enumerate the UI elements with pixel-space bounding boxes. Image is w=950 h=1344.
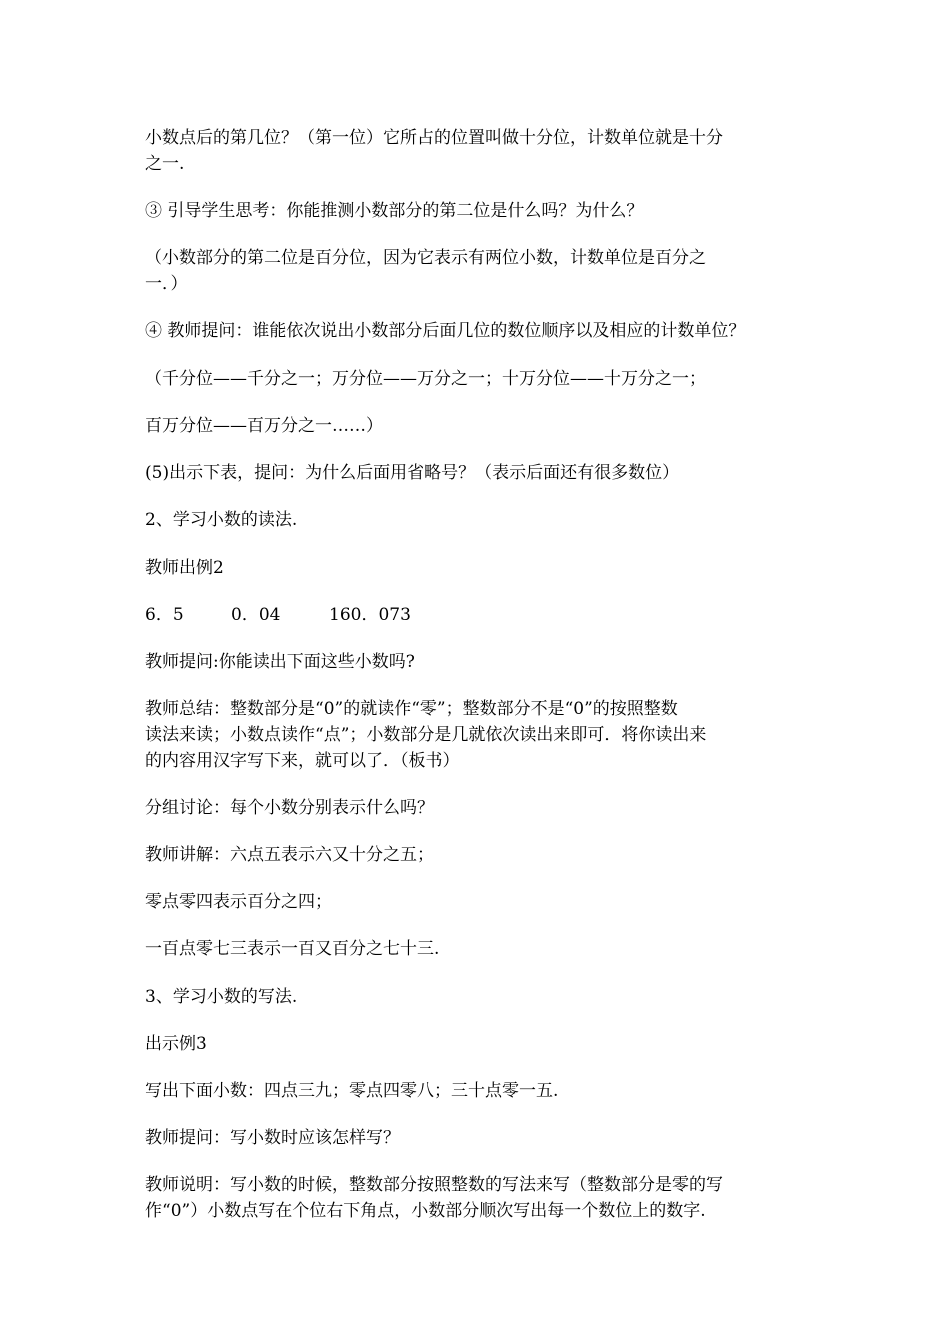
- paragraph-tenths-place: [145, 125, 815, 177]
- paragraph-teacher-explanation-write: [145, 1172, 815, 1224]
- text-line: （千分位——千分之一；万分位——万分之一；十万分位——十万分之一；: [145, 369, 706, 389]
- text-line: 零点零四表示百分之四；: [145, 892, 332, 912]
- text-line: 2、学习小数的读法.: [145, 510, 298, 530]
- text-line: 写出下面小数：四点三九；零点四零八；三十点零一五.: [145, 1081, 559, 1101]
- text-line: 教师说明：写小数的时候，整数部分按照整数的写法来写（整数部分是零的写: [145, 1175, 723, 1195]
- text-line: 教师提问:你能读出下面这些小数吗?: [145, 652, 415, 672]
- text-line: 出示例3: [145, 1034, 207, 1054]
- text-line: 作“0”）小数点写在个位右下角点，小数部分顺次写出每一个数位上的数字.: [145, 1201, 706, 1221]
- section-heading-writing: [145, 984, 815, 1010]
- paragraph-teacher-question-write: [145, 1125, 815, 1151]
- text-line: 分组讨论：每个小数分别表示什么吗？: [145, 798, 434, 818]
- paragraph-teacher-question-places: [145, 318, 815, 344]
- text-line: 小数点后的第几位？（第一位）它所占的位置叫做十分位，计数单位就是十分: [145, 128, 723, 148]
- paragraph-show-table: [145, 460, 815, 486]
- paragraph-places-list: [145, 366, 815, 392]
- text-line: 教师总结：整数部分是“0”的就读作“零”；整数部分不是“0”的按照整数: [145, 699, 678, 719]
- text-line: ③ 引导学生思考：你能推测小数部分的第二位是什么吗？为什么？: [145, 201, 644, 221]
- text-line: 教师提问：写小数时应该怎样写？: [145, 1128, 400, 1148]
- paragraph-example-3: [145, 1031, 815, 1057]
- text-line: （小数部分的第二位是百分位，因为它表示有两位小数，计数单位是百分之: [145, 248, 706, 268]
- text-line: 3、学习小数的写法.: [145, 987, 298, 1007]
- text-line: 教师出例2: [145, 558, 224, 578]
- paragraph-millionths: [145, 413, 815, 439]
- example-number: 6．5: [145, 605, 184, 625]
- paragraph-one-hundred-point: [145, 936, 815, 962]
- example-numbers: [145, 602, 815, 628]
- paragraph-zero-point-zero-four: [145, 889, 815, 915]
- text-line: 教师讲解：六点五表示六又十分之五；: [145, 845, 434, 865]
- paragraph-group-discussion: [145, 795, 815, 821]
- text-line: ④ 教师提问：谁能依次说出小数部分后面几位的数位顺序以及相应的计数单位？: [145, 321, 746, 341]
- paragraph-teacher-summary: [145, 696, 815, 774]
- text-line: 一百点零七三表示一百又百分之七十三.: [145, 939, 440, 959]
- paragraph-example-2: [145, 555, 815, 581]
- text-line: 的内容用汉字写下来，就可以了．（板书）: [145, 751, 460, 771]
- text-line: 一．）: [145, 274, 188, 294]
- paragraph-guide-thinking: [145, 198, 815, 224]
- paragraph-teacher-question-read: [145, 649, 815, 675]
- paragraph-hundredths-answer: [145, 245, 815, 297]
- text-line: 之一.: [145, 154, 185, 174]
- text-line: 读法来读；小数点读作“点”；小数部分是几就依次读出来即可．将你读出来: [145, 725, 707, 745]
- text-line: (5)出示下表，提问：为什么后面用省略号？（表示后面还有很多数位）: [145, 463, 680, 483]
- text-line: 百万分位——百万分之一……）: [145, 416, 383, 436]
- example-number: 0．04: [231, 605, 281, 625]
- section-heading-reading: [145, 507, 815, 533]
- paragraph-teacher-explain: [145, 842, 815, 868]
- paragraph-write-numbers: [145, 1078, 815, 1104]
- example-number: 160．073: [329, 605, 411, 625]
